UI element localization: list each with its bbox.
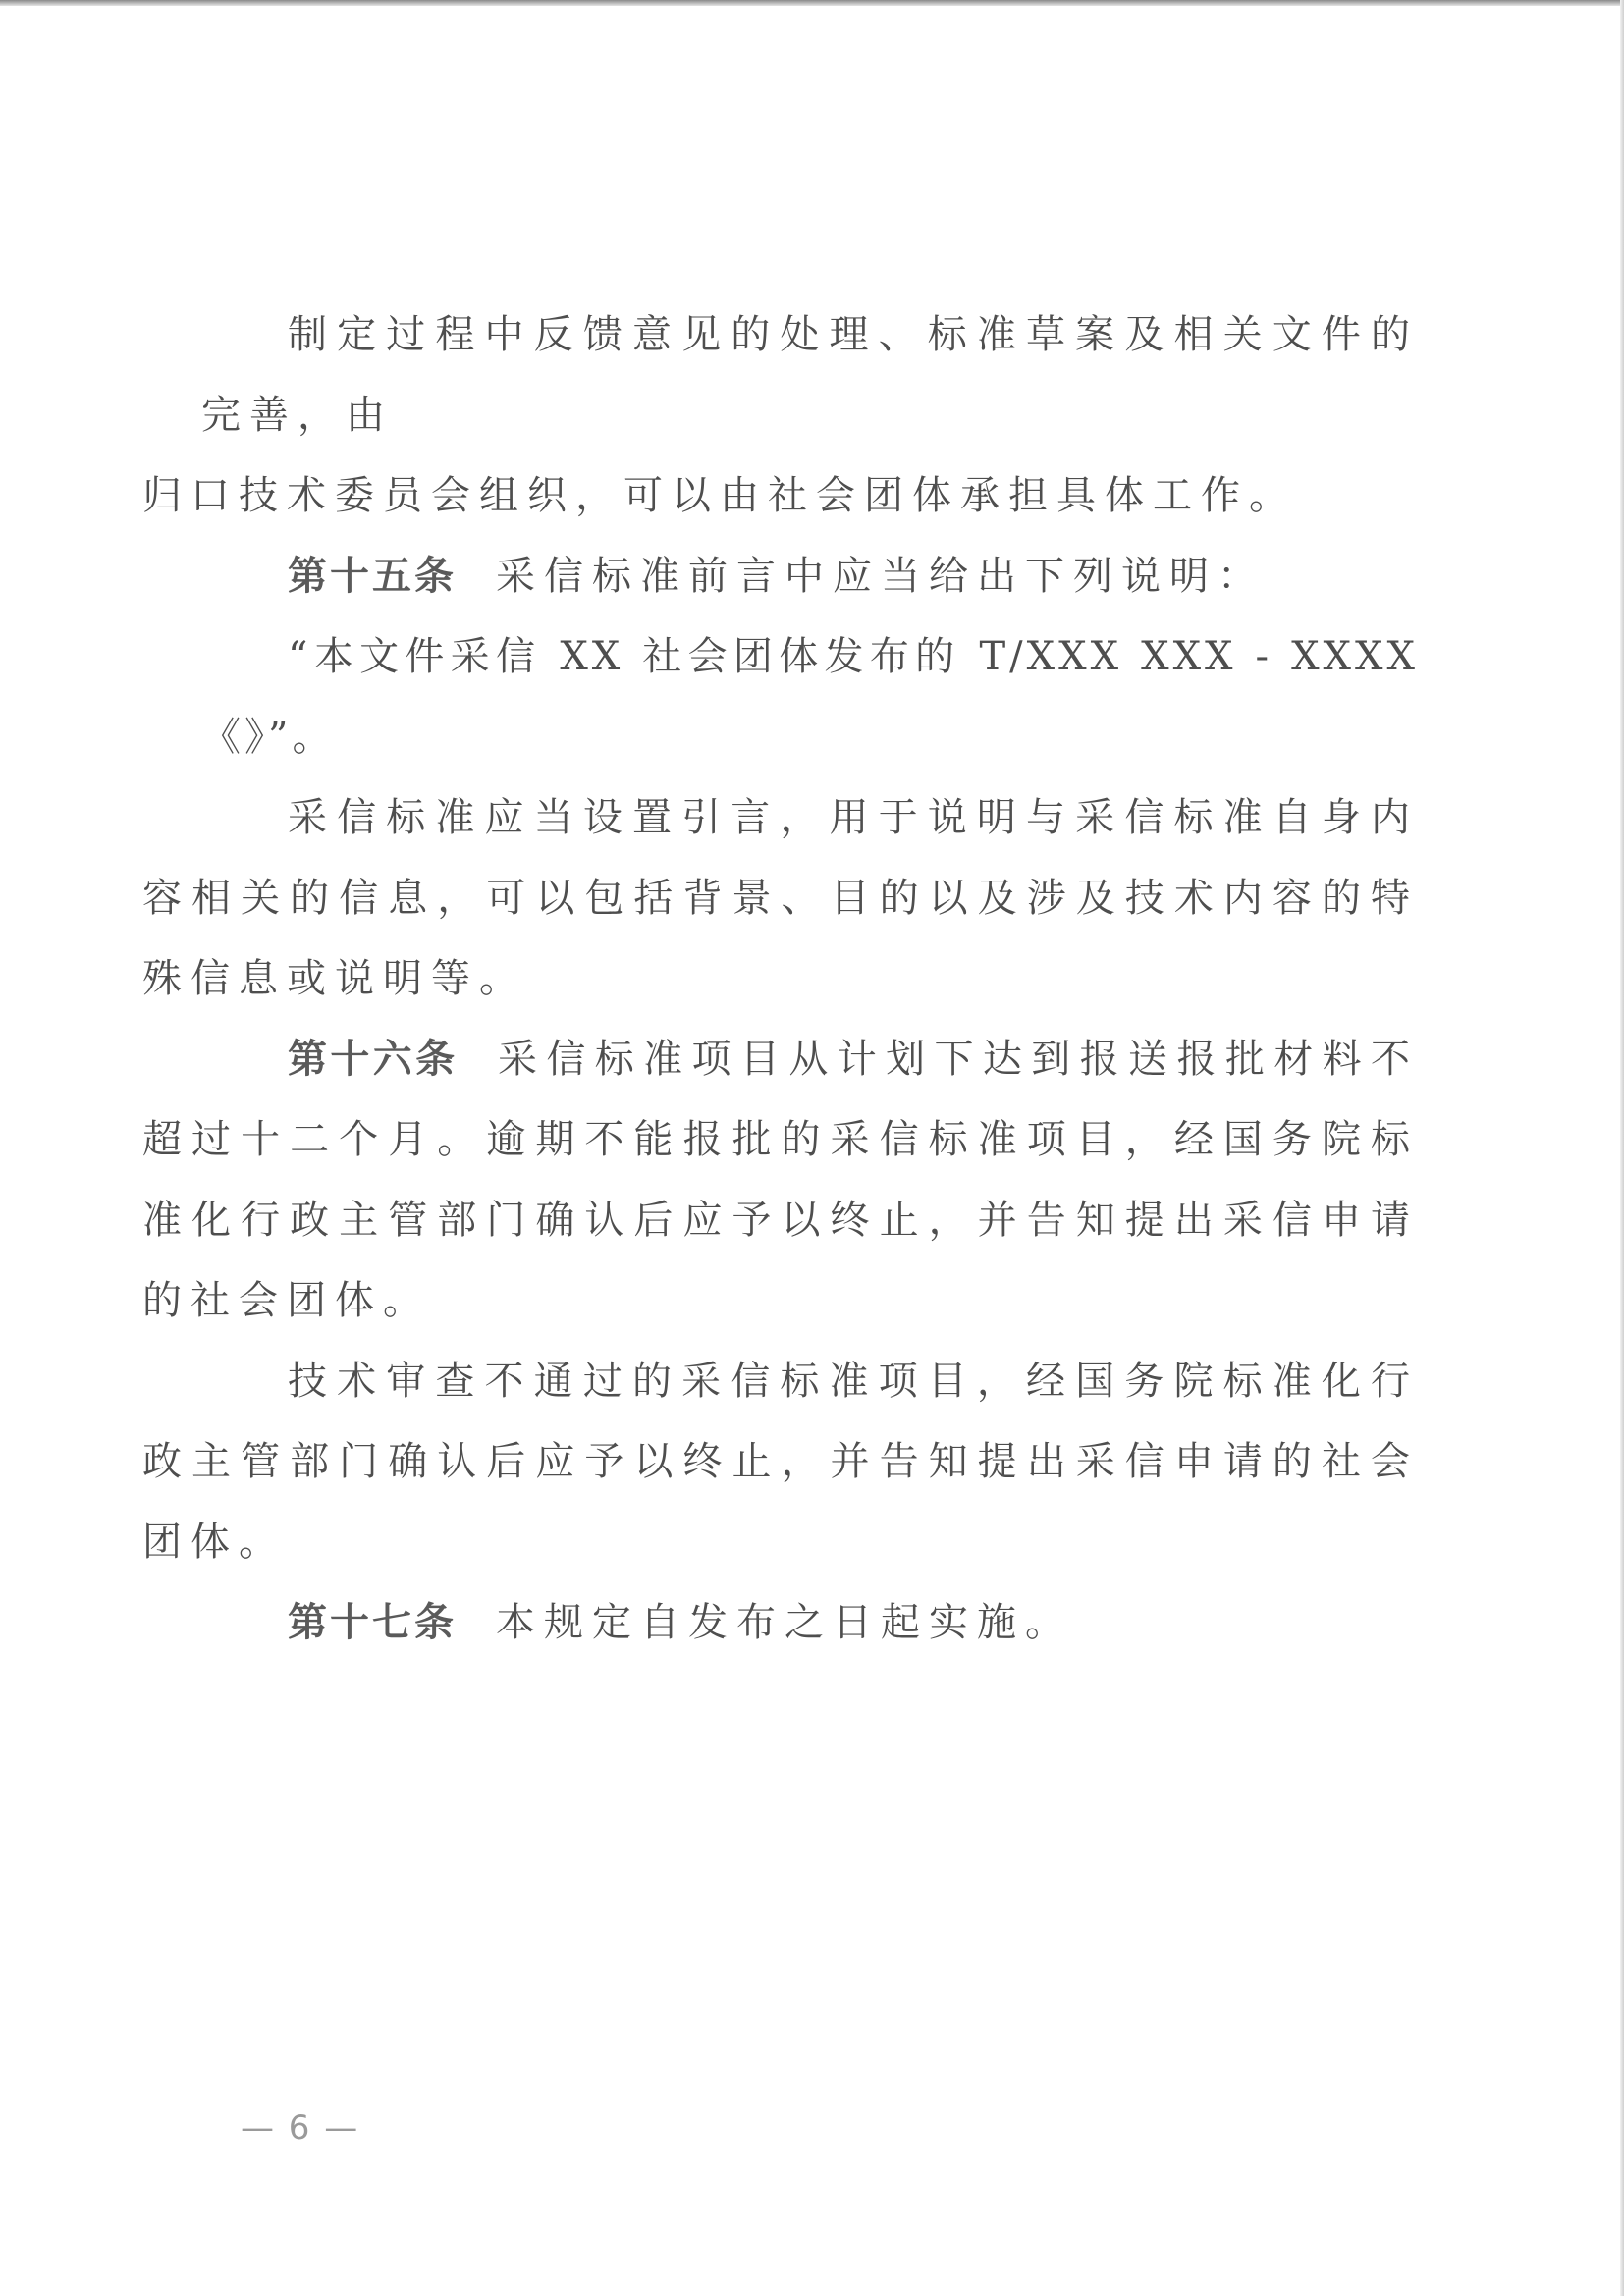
article-16-text: 采信标准项目从计划下达到报送报批材料不超过十二个月。逾期不能报批的采信标准项目，经国务院标准化行政主管部门确认后应予以终止，并告知提出采信申请的社会团体。 — [142, 1037, 1420, 1323]
paragraph-continuation-line2: 归口技术委员会组织，可以由社会团体承担具体工作。 — [142, 473, 1297, 518]
technical-review-paragraph — [142, 1341, 1419, 1582]
document-body — [142, 294, 1420, 1663]
scan-top-edge — [0, 0, 1624, 6]
article-17-text: 本规定自发布之日起实施。 — [496, 1600, 1073, 1645]
page-number: — 6 — — [241, 2109, 360, 2148]
article-15-text: 采信标准前言中应当给出下列说明： — [496, 554, 1266, 599]
introduction-paragraph — [142, 777, 1419, 1019]
article-15-quote — [201, 616, 1419, 777]
article-17 — [201, 1582, 1419, 1663]
paragraph-continuation-line1: 制定过程中反馈意见的处理、标准草案及相关文件的完善，由 — [201, 312, 1419, 438]
paragraph-continuation-end — [142, 455, 1419, 536]
article-16-number: 第十六条 — [288, 1037, 459, 1082]
article-15-quote-text: “本文件采信 XX 社会团体发布的 T/XXX XXX - XXXX《》”。 — [201, 634, 1419, 760]
introduction-text: 采信标准应当设置引言，用于说明与采信标准自身内容相关的信息，可以包括背景、目的以及涉及技术内容的特殊信息或说明等。 — [142, 795, 1419, 1001]
scan-right-edge — [1620, 0, 1624, 2296]
article-16 — [142, 1019, 1419, 1341]
technical-review-text: 技术审查不通过的采信标准项目，经国务院标准化行政主管部门确认后应予以终止，并告知提出采信申请的社会团体。 — [142, 1359, 1419, 1565]
paragraph-continuation — [201, 294, 1419, 455]
article-15 — [201, 536, 1419, 616]
article-15-number: 第十五条 — [288, 554, 457, 599]
article-17-number: 第十七条 — [288, 1600, 457, 1645]
